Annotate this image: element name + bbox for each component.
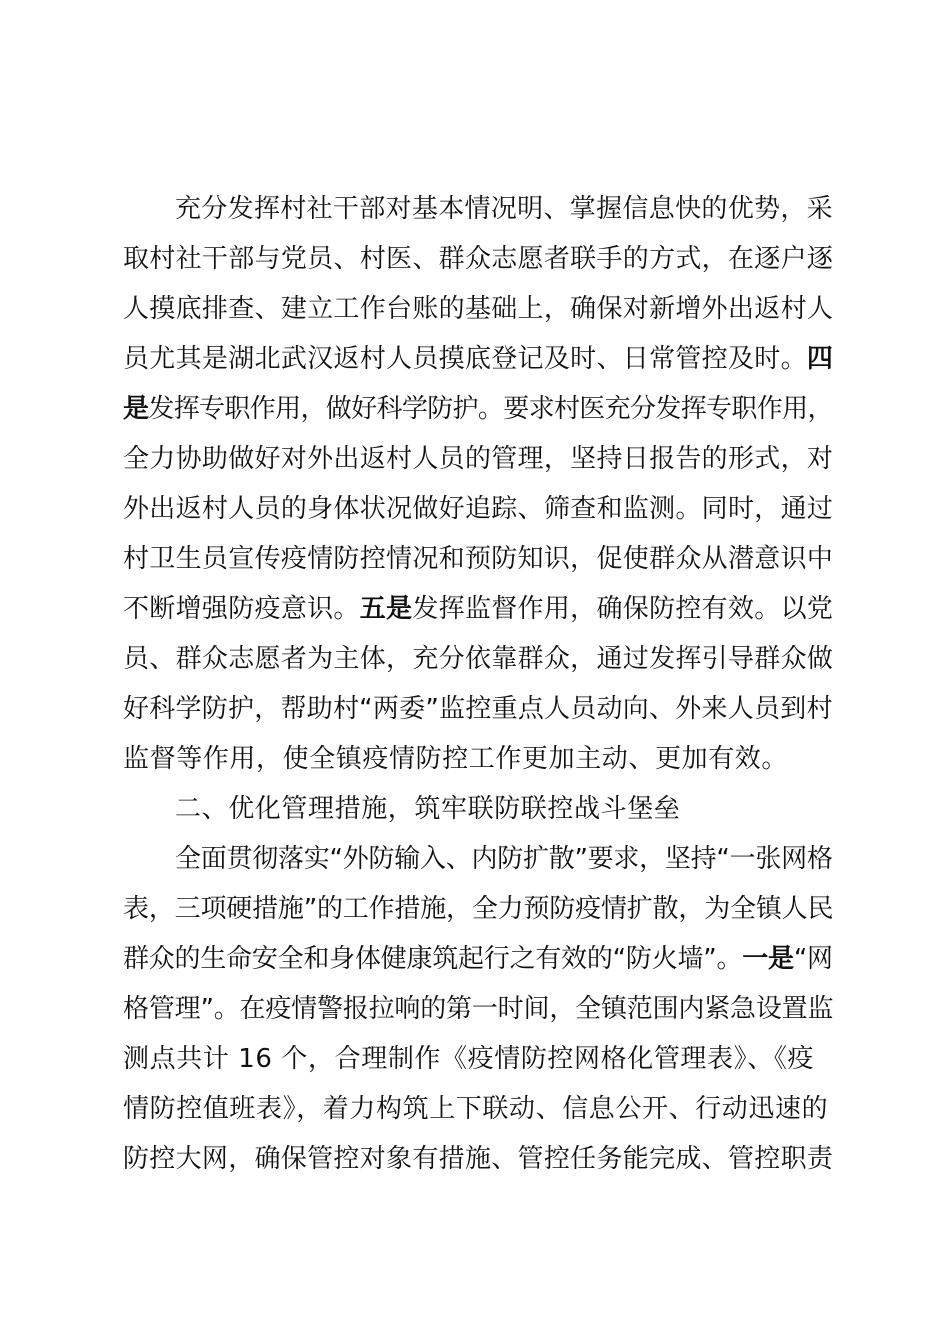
text-segment: 村卫生员宣传疫情防控情况和预防知识，促使群众从潜意识中 xyxy=(123,544,834,574)
bold-text-segment: 一是 xyxy=(742,944,794,974)
text-segment: 好科学防护，帮助村“两委”监控重点人员动向、外来人员到村 xyxy=(123,694,833,724)
text-segment: 群众的生命安全和身体健康筑起行之有效的“防火墙”。 xyxy=(123,944,743,974)
text-line xyxy=(123,934,833,984)
text-line xyxy=(123,434,833,484)
text-segment: 表，三项硬措施”的工作措施，全力预防疫情扩散，为全镇人民 xyxy=(123,894,834,924)
text-line xyxy=(123,684,833,734)
text-segment: 情防控值班表》，着力构筑上下联动、信息公开、行动迅速的 xyxy=(123,1094,829,1124)
text-segment: 测点共计 16 个，合理制作《疫情防控网格化管理表》、《疫 xyxy=(123,1044,815,1074)
text-segment: 防控大网，确保管控对象有措施、管控任务能完成、管控职责 xyxy=(123,1144,834,1174)
text-segment: 全力协助做好对外出返村人员的管理，坚持日报告的形式，对 xyxy=(123,444,834,474)
text-line xyxy=(123,1034,833,1084)
text-segment: “网 xyxy=(793,944,833,974)
text-segment: 充分发挥村社干部对基本情况明、掌握信息快的优势，采 xyxy=(175,194,834,224)
text-line xyxy=(123,884,833,934)
text-line xyxy=(123,834,833,884)
text-line xyxy=(123,634,833,684)
text-line xyxy=(123,184,833,234)
text-segment: 全面贯彻落实“外防输入、内防扩散”要求，坚持“一张网格 xyxy=(175,844,833,874)
text-line xyxy=(123,734,833,784)
body-text xyxy=(123,184,833,1184)
text-segment: 不断增强防疫意识。 xyxy=(123,594,360,624)
text-segment: 外出返村人员的身体状况做好追踪、筛查和监测。同时，通过 xyxy=(123,494,834,524)
text-segment: 监督等作用，使全镇疫情防控工作更加主动、更加有效。 xyxy=(123,744,789,774)
text-segment: 人摸底排查、建立工作台账的基础上，确保对新增外出返村人 xyxy=(123,294,834,324)
text-line xyxy=(123,784,833,834)
text-line xyxy=(123,384,833,434)
text-line xyxy=(123,484,833,534)
text-line xyxy=(123,584,833,634)
text-segment: 员尤其是湖北武汉返村人员摸底登记及时、日常管控及时。 xyxy=(123,344,807,374)
text-line xyxy=(123,234,833,284)
text-line xyxy=(123,984,833,1034)
text-segment: 格管理”。在疫情警报拉响的第一时间，全镇范围内紧急设置监 xyxy=(123,994,834,1024)
text-line xyxy=(123,534,833,584)
text-segment: 发挥监督作用，确保防控有效。以党 xyxy=(412,594,834,624)
text-segment: 员、群众志愿者为主体，充分依靠群众，通过发挥引导群众做 xyxy=(123,644,834,674)
text-line xyxy=(123,1134,833,1184)
bold-text-segment: 四 xyxy=(806,344,834,374)
text-line xyxy=(123,284,833,334)
text-line xyxy=(123,334,833,384)
text-segment: 取村社干部与党员、村医、群众志愿者联手的方式，在逐户逐 xyxy=(123,244,834,274)
bold-text-segment: 五是 xyxy=(359,594,413,624)
text-segment: 二、优化管理措施，筑牢联防联控战斗堡垒 xyxy=(175,794,681,824)
bold-text-segment: 是 xyxy=(123,394,149,424)
text-segment: 发挥专职作用，做好科学防护。要求村医充分发挥专职作用， xyxy=(148,394,833,424)
text-line xyxy=(123,1084,833,1134)
